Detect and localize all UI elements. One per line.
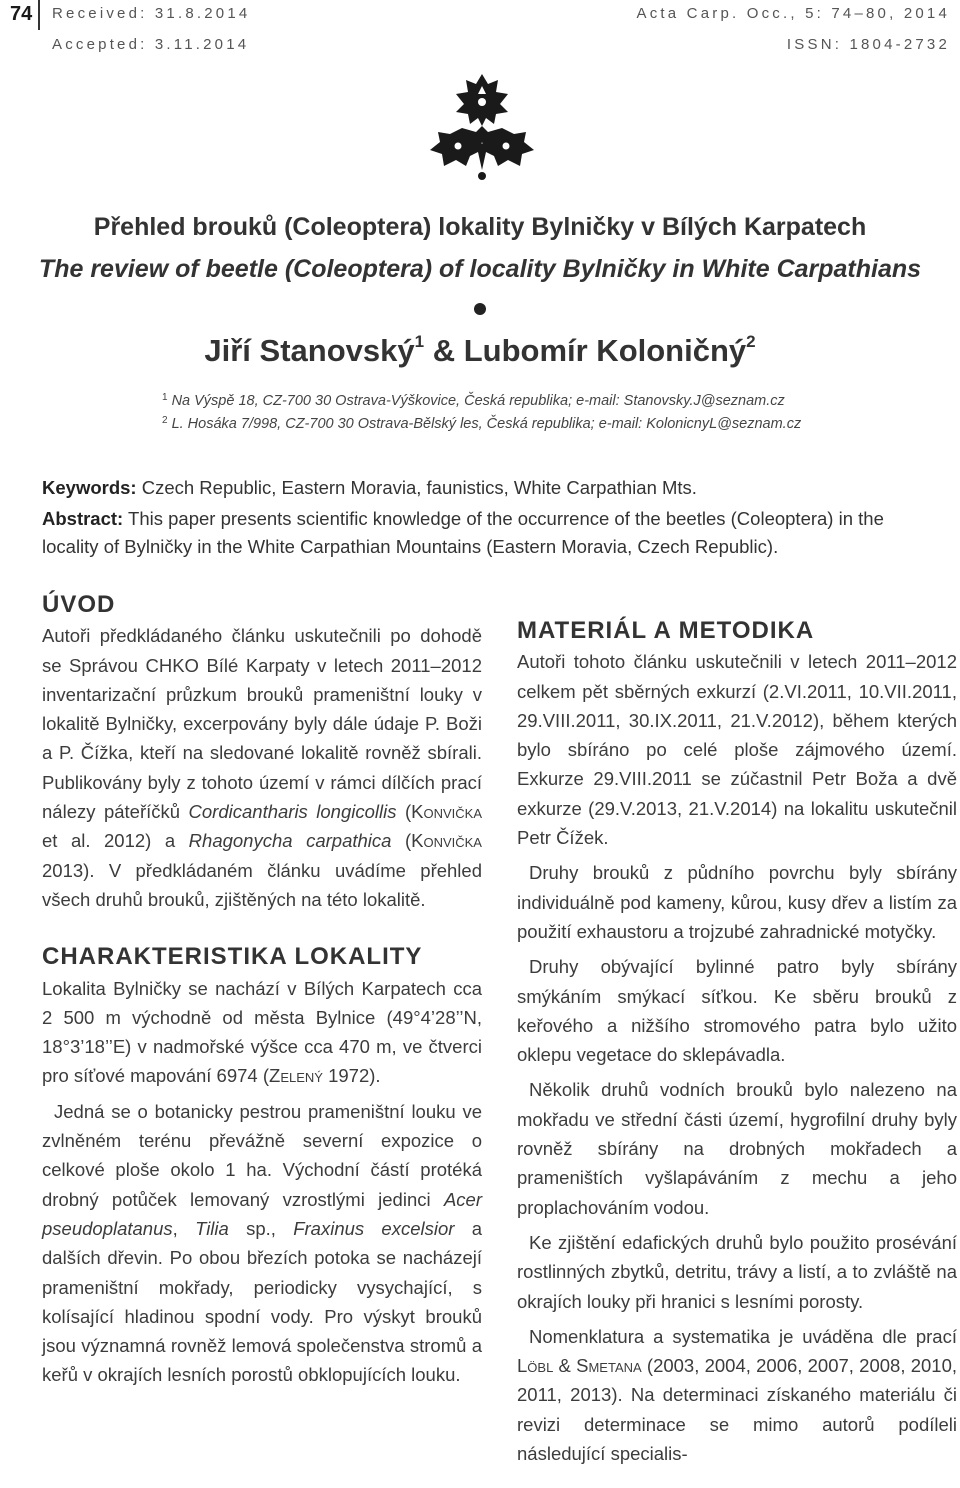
abstract-text: This paper presents scientific knowledge of the occurrence of the beetles (Coleoptera) in the locality of Bylničky in the White Carpathian Mountains (Eastern Moravia, Czech Republic).	[42, 508, 884, 557]
title-english: The review of beetle (Coleoptera) of locality Bylničky in White Carpathians	[38, 255, 922, 283]
author-1: Jiří Stanovský	[204, 333, 415, 368]
author-2-sup: 2	[746, 332, 756, 351]
received-date: Received: 31.8.2014	[52, 5, 251, 22]
title-czech: Přehled brouků (Coleoptera) lokality Bylničky v Bílých Karpatech	[93, 213, 867, 241]
section-heading-charakteristika: CHARAKTERISTIKA LOKALITY	[42, 943, 423, 971]
affiliation-2	[162, 415, 801, 432]
journal-citation: Acta Carp. Occ., 5: 74–80, 2014	[636, 5, 950, 22]
journal-logo-icon	[428, 72, 536, 182]
keywords-text: Czech Republic, Eastern Moravia, faunistics, White Carpathian Mts.	[141, 477, 697, 498]
right-column	[517, 616, 957, 1468]
charakteristika-paragraph-2: Jedná se o botanicky pestrou prameništní louku ve zvlněném terénu převážně severní expozice o celkové ploše okolo 1 ha. Východní částí protéká drobný potůček lemovaný vzrostlými jedinci Acer pseudoplatanus, Tilia sp., Fraxinus excelsior a dalších dřevin. Po obou březích potoka se nacházejí prameništní mokřady, periodicky vysychající, s kolísající hladinou spodní vody. Pro výskyt brouků jsou významná rovněž lemová společenstva stromů a keřů v okrajích lesních porostů obklopujících louku.	[42, 1100, 482, 1386]
header-divider	[38, 0, 40, 30]
page-number: 74	[10, 3, 33, 25]
affiliation-2-text: L. Hosáka 7/998, CZ-700 30 Ostrava-Bělský les, Česká republika; e-mail: KolonicnyL@seznam.cz	[171, 416, 802, 432]
affiliation-1	[162, 392, 785, 409]
material-paragraph-6: Nomenklatura a systematika je uváděna dle prací Löbl & Smetana (2003, 2004, 2006, 2007, 2008, 2010, 2011, 2013). Na determinaci získaného materiálu či revizi determinace se mimo autorů podíleli následující specialis-	[517, 1325, 957, 1465]
authors-line	[0, 332, 960, 369]
bullet-separator	[474, 303, 486, 315]
material-paragraph-1: Autoři tohoto článku uskutečnili v letech 2011–2012 celkem pět sběrných exkurzí (2.VI.2011, 10.VII.2011, 29.VIII.2011, 30.IX.2011, 21.V.2012), během kterých bylo sbíráno po celé ploše zájmového území. Exkurze 29.VIII.2011 se zúčastnil Petr Boža a dvě exkurze (29.V.2013, 21.V.2014) na lokalitu uskutečnil Petr Čížek.	[517, 651, 957, 849]
abstract-label: Abstract:	[42, 508, 124, 529]
keywords	[42, 474, 942, 502]
issn: ISSN: 1804-2732	[786, 36, 950, 53]
uvod-paragraph: Autoři předkládaného článku uskutečnili po dohodě se Správou CHKO Bílé Karpaty v letech 2011–2012 inventarizační průzkum brouků prameništní louky v lokalitě Bylničky, excerpovány byly dále údaje P. Boži a P. Čížka, kteří na sledované lokalitě rovněž sbírali. Publikovány byly z tohoto území v rámci dílčích prací nálezy páteříčků Cordicantharis longicollis (Konvička et al. 2012) a Rhagonycha carpathica (Konvička 2013). V předkládaném článku uvádíme přehled všech druhů brouků, zjištěných na této lokalitě.	[42, 625, 482, 910]
section-heading-uvod: ÚVOD	[42, 591, 116, 618]
charakteristika-paragraph-1: Lokalita Bylničky se nachází v Bílých Karpatech cca 2 500 m východně od města Bylnice (49°4’28’’N, 18°3’18’’E) v nadmořské výšce cca 470 m, ve čtverci pro síťové mapování 6974 (Zelený 1972).	[42, 977, 482, 1087]
accepted-date: Accepted: 3.11.2014	[52, 36, 250, 53]
material-paragraph-2: Druhy brouků z půdního povrchu byly sbírány individuálně pod kameny, kůrou, kusy dřev a listím za použití exhaustoru a trojzubé zahradnické motyčky.	[517, 862, 957, 942]
left-column	[42, 590, 482, 1390]
affiliation-1-text: Na Výspě 18, CZ-700 30 Ostrava-Výškovice, Česká republika; e-mail: Stanovsky.J@seznam.cz	[171, 393, 785, 409]
material-paragraph-4: Několik druhů vodních brouků bylo nalezeno na mokřadu ve střední části území, hygrofilní druhy byly rovněž sbírány na drobných mokřadech a prameništích vyšlapáváním z mechu a jeho proplachováním vodou.	[517, 1079, 957, 1218]
material-paragraph-3: Druhy obývající bylinné patro byly sbírány smýkáním smýkací síťkou. Ke sběru brouků z keřového a nižšího stromového patra bylo užito oklepu vegetace do sklepávadla.	[517, 956, 957, 1066]
author-1-sup: 1	[414, 332, 425, 351]
abstract	[42, 505, 942, 561]
material-paragraph-5: Ke zjištění edafických druhů bylo použito prosévání rostlinných zbytků, detritu, trávy a listí, a to zvláště na okrajích louky při hranici s lesními porosty.	[517, 1231, 957, 1312]
section-heading-material: MATERIÁL A METODIKA	[517, 617, 815, 644]
author-amp: &	[432, 333, 456, 368]
affiliation-1-sup: 1	[162, 392, 168, 403]
author-2: Lubomír Koloničný	[463, 333, 747, 368]
keywords-label: Keywords:	[42, 477, 137, 498]
affiliation-2-sup: 2	[162, 415, 168, 426]
